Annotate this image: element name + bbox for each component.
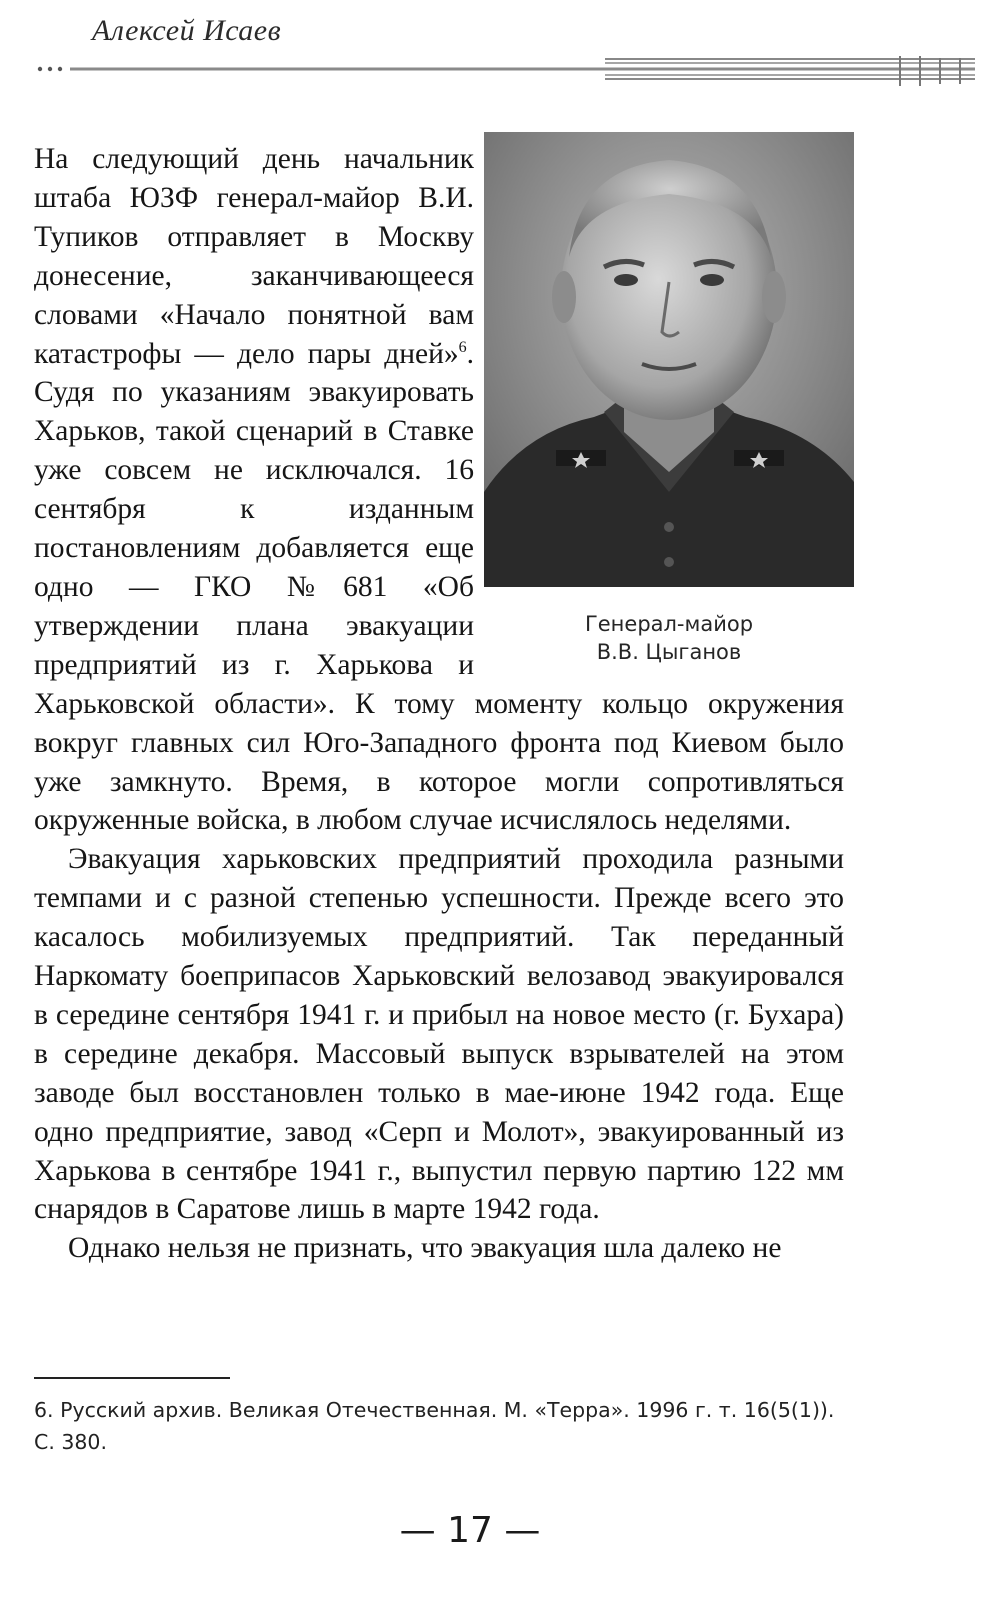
caption-rank: Генерал-майор bbox=[584, 611, 754, 636]
caption-name: В.В. Цыганов bbox=[596, 639, 742, 664]
paragraph-2: Эвакуация харьковских предприятий проходила разными темпами и с разной степенью успешности. Прежде всего это касалось мобилизуемых предприятий. Так переданный Наркомату боеприпасов Харьковский велозавод эвакуировался в середине сентября 1941 г. и прибыл на новое место (г. Бухара) в середине декабря. Массовый выпуск взрывателей на этом заводе был восстановлен только в мае-июне 1942 года. Еще одно предприятие, завод «Серп и Молот», эвакуированный из Харькова в сентябре 1941 г., выпустил первую партию 122 мм снарядов в Саратове лишь в марте 1942 года. bbox=[34, 843, 844, 1226]
footnote-ref: 6 bbox=[458, 338, 467, 356]
header-decorative-rule bbox=[30, 56, 975, 86]
page-number: — 17 — bbox=[399, 1510, 541, 1551]
portrait-figure bbox=[484, 132, 854, 664]
paragraph-1-start: На следующий день начальник штаба ЮЗФ генерал-майор В.И. Тупиков отправляет в Москву донесение, заканчивающееся словами «Начало понятной вам катастрофы — дело пары дней» bbox=[34, 143, 474, 370]
footnote-separator bbox=[34, 1377, 230, 1379]
paragraph-3: Однако нельзя не признать, что эвакуация шла далеко не bbox=[68, 1232, 782, 1265]
portrait-caption bbox=[484, 610, 854, 666]
running-header-author: Алексей Исаев bbox=[92, 14, 282, 47]
portrait-photo bbox=[484, 132, 854, 587]
paragraph-1-end: . Судя по указаниям эвакуировать Харьков, такой сценарий в Ставке уже совсем не исключался. 16 сентября к изданным постановлениям добавляется еще одно — ГКО №681 «Об утверждении плана эвакуации предприятий из г. Харькова и Харьковской области». К тому моменту кольцо окружения вокруг главных сил Юго-Западного фронта под Киевом было уже замкнуто. Время, в которое могли сопротивляться окруженные войска, в любом случае исчислялось неделями. bbox=[34, 337, 844, 837]
footnote-6: 6. Русский архив. Великая Отечественная. М. «Терра». 1996 г. т. 16(5(1)). С. 380. bbox=[34, 1398, 835, 1454]
main-text bbox=[34, 140, 844, 1268]
